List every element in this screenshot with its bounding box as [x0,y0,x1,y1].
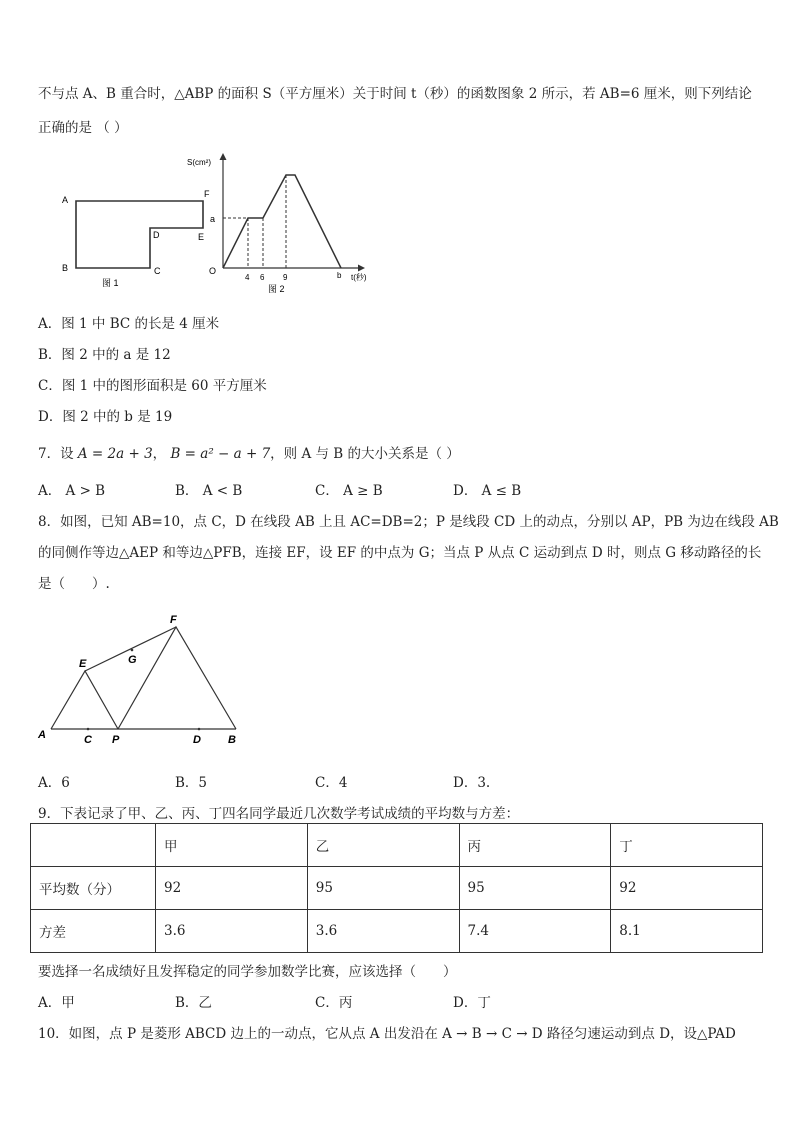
q9-option-a: A．甲 [38,995,75,1011]
fig2-x-label: t(秒) [351,273,367,282]
q8-point-c [87,728,90,731]
q8-figure [36,610,246,752]
table-cell: 7.4 [459,910,611,953]
q7-option-b: B． A < B [175,483,243,499]
table-cell [31,824,156,867]
table-cell: 8.1 [611,910,763,953]
q8-option-c: C．4 [315,775,348,791]
q6-option-a: A．图 1 中 BC 的长是 4 厘米 [38,316,220,332]
q7-option-a: A． A > B [38,483,106,499]
q8-stem-line3: 是（ ）. [38,576,110,592]
q6-option-c: C．图 1 中的图形面积是 60 平方厘米 [38,378,267,394]
q9-option-c: C．丙 [315,995,353,1011]
q9-question: 要选择一名成绩好且发挥稳定的同学参加数学比赛，应该选择（ ） [38,964,457,980]
fig1-label-d: D [153,230,160,240]
table-header-row [31,824,763,867]
fig1-label-b: B [62,263,69,273]
q9-stem: 9．下表记录了甲、乙、丙、丁四名同学最近几次数学考试成绩的平均数与方差： [38,806,520,822]
q8-option-a: A．6 [38,775,70,791]
q9-option-d: D．丁 [453,995,491,1011]
fig2-x-tick-6: 6 [260,273,265,282]
q7-expr-a: A = 2a + 3 [77,446,153,462]
fig2-y-arrow [220,153,227,160]
q7-suffix: ，则 A 与 B 的大小关系是（ ） [270,446,460,462]
q8-label-c: C [84,734,92,746]
q7-sep: ， [152,446,167,462]
fig1-polygon [76,201,203,268]
q8-option-b: B．5 [175,775,208,791]
table-cell: 平均数（分） [31,867,156,910]
fig1-caption: 图 1 [102,278,119,288]
table-cell: 95 [307,867,459,910]
q8-point-d [198,728,201,731]
table-cell: 丁 [611,824,763,867]
table-cell: 乙 [307,824,459,867]
table-cell: 3.6 [156,910,308,953]
table-cell: 95 [459,867,611,910]
fig2-caption: 图 2 [268,284,285,294]
q9-score-table [30,823,763,953]
q6-figure-2 [186,150,386,298]
q8-triangle-aep [51,671,118,729]
fig2-x-tick-4: 4 [245,273,250,282]
table-cell: 甲 [156,824,308,867]
q6-option-b: B．图 2 中的 a 是 12 [38,347,171,363]
fig2-x-arrow [358,265,365,272]
q6-option-d: D．图 2 中的 b 是 19 [38,409,173,425]
fig2-graph-line [223,175,341,268]
q7-option-c: C． A ≥ B [315,483,383,499]
q8-label-a: A [38,729,46,741]
fig1-label-e: E [198,232,205,242]
q8-triangle-pfb [118,627,236,729]
q7-prefix: 7．设 [38,446,74,462]
table-row [31,867,763,910]
table-cell: 92 [156,867,308,910]
q7-option-d: D． A ≤ B [453,483,522,499]
q6-stem-line2: 正确的是 （ ） [38,120,128,136]
q7-expr-b: B = a² − a + 7 [170,446,271,462]
table-cell: 92 [611,867,763,910]
fig1-label-f: F [204,189,210,199]
q8-label-d: D [193,734,201,746]
fig2-y-label: S(cm²) [187,158,211,167]
q8-label-g: G [128,654,137,666]
fig2-x-tick-b: b [337,271,342,280]
q8-label-b: B [228,734,236,746]
fig2-x-tick-9: 9 [283,273,288,282]
table-cell: 3.6 [307,910,459,953]
table-cell: 方差 [31,910,156,953]
q8-option-d: D．3. [453,775,491,791]
table-cell: 丙 [459,824,611,867]
fig2-origin: O [209,266,217,276]
q7-stem [38,442,460,462]
q8-stem-line2: 的同侧作等边△AEP 和等边△PFB，连接 EF，设 EF 的中点为 G；当点 P 从点 C 运动到点 D 时，则点 G 移动路径的长 [38,545,762,561]
q8-label-e: E [79,658,87,670]
q8-stem-line1: 8．如图，已知 AB=10，点 C，D 在线段 AB 上且 AC=DB=2；P 是线段 CD 上的动点，分别以 AP，PB 为边在线段 AB [38,514,779,530]
fig2-y-tick-a: a [210,214,216,224]
fig1-label-c: C [154,266,161,276]
fig1-label-a: A [62,195,69,205]
table-row [31,910,763,953]
q9-option-b: B．乙 [175,995,212,1011]
q8-label-p: P [112,734,120,746]
q8-point-g [131,649,134,652]
q6-stem-line1: 不与点 A、B 重合时，△ABP 的面积 S（平方厘米）关于时间 t（秒）的函数图象 2 所示，若 AB=6 厘米，则下列结论 [38,86,752,102]
q8-label-f: F [170,614,177,626]
q10-stem-line1: 10．如图，点 P 是菱形 ABCD 边上的一动点，它从点 A 出发沿在 A → B → C → D 路径匀速运动到点 D，设△PAD [38,1026,736,1042]
